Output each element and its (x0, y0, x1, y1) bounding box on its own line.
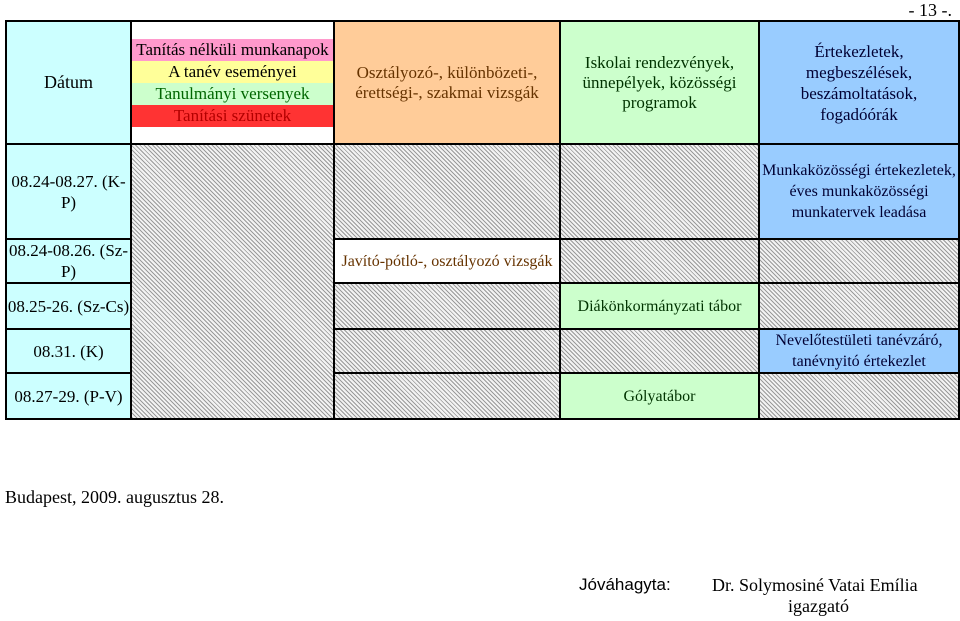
header-col2-nonteaching-days: Tanítás nélküli munkanapok (132, 39, 333, 61)
exam-cell: Javító-pótló-, osztályozó vizsgák (334, 239, 560, 283)
header-col2-events: A tanév eseményei (132, 61, 333, 83)
header-date: Dátum (6, 21, 131, 144)
header-school-events: Iskolai rendezvények, ünnepélyek, közösségi programok (560, 21, 759, 144)
exam-cell-empty (334, 283, 560, 329)
exam-cell-empty (334, 144, 560, 239)
header-exams: Osztályozó-, különbözeti-, érettségi-, szakmai vizsgák (334, 21, 560, 144)
header-col2-competitions: Tanulmányi versenyek (132, 83, 333, 105)
event-cell: Diákönkormányzati tábor (560, 283, 759, 329)
row-date: 08.31. (K) (6, 329, 131, 373)
meeting-cell-empty (759, 283, 959, 329)
row-date: 08.24-08.27. (K-P) (6, 144, 131, 239)
place-date: Budapest, 2009. augusztus 28. (5, 487, 224, 507)
signer-title: igazgató (788, 596, 849, 616)
exam-cell-empty (334, 329, 560, 373)
row-date: 08.27-29. (P-V) (6, 373, 131, 419)
event-cell: Gólyatábor (560, 373, 759, 419)
header-col2-breaks: Tanítási szünetek (132, 105, 333, 127)
page-number: - 13 -. (908, 0, 952, 20)
header-meetings: Értekezletek, megbeszélések, beszámoltatások, fogadóórák (759, 21, 959, 144)
event-cell-empty (560, 144, 759, 239)
meeting-cell: Nevelőtestületi tanévzáró, tanévnyitó értekezlet (759, 329, 959, 373)
exam-cell-empty (334, 373, 560, 419)
event-cell-empty (560, 329, 759, 373)
table-row (6, 144, 959, 239)
approved-label: Jóváhagyta: (579, 575, 671, 594)
header-row (6, 21, 959, 144)
meeting-cell-empty (759, 373, 959, 419)
col2-hatched-cell (131, 144, 334, 419)
signer-name: Dr. Solymosiné Vatai Emília (712, 575, 918, 595)
meeting-cell: Munkaközösségi értekezletek, éves munkaközösségi munkatervek leadása (759, 144, 959, 239)
event-cell-empty (560, 239, 759, 283)
schedule-table (5, 20, 960, 420)
row-date: 08.25-26. (Sz-Cs) (6, 283, 131, 329)
header-col2 (131, 21, 334, 144)
meeting-cell-empty (759, 239, 959, 283)
row-date: 08.24-08.26. (Sz-P) (6, 239, 131, 283)
